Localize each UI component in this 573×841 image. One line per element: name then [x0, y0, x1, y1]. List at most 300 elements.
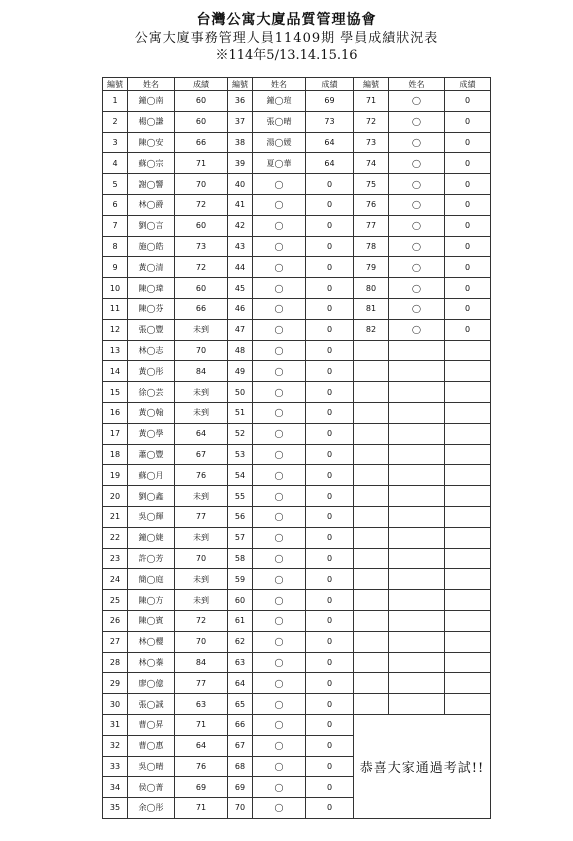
student-score: 0	[306, 735, 354, 756]
student-name: 林◯櫻	[128, 631, 175, 652]
student-score: 64	[306, 132, 354, 153]
student-number: 67	[228, 735, 253, 756]
student-score: 0	[306, 631, 354, 652]
empty-cell	[389, 631, 445, 652]
student-number: 12	[103, 319, 128, 340]
student-number: 82	[354, 319, 389, 340]
student-name: 鐘◯南	[128, 91, 175, 112]
student-name: ◯	[253, 631, 306, 652]
student-number: 52	[228, 423, 253, 444]
student-score: 77	[175, 673, 228, 694]
student-name: ◯	[253, 673, 306, 694]
column-header: 編號	[228, 78, 253, 91]
student-name: 廖◯億	[128, 673, 175, 694]
student-name: 林◯志	[128, 340, 175, 361]
student-name: 余◯彤	[128, 798, 175, 819]
table-row	[103, 111, 491, 132]
empty-cell	[445, 465, 491, 486]
student-number: 10	[103, 278, 128, 299]
student-number: 18	[103, 444, 128, 465]
student-score: 0	[306, 548, 354, 569]
student-name: ◯	[389, 215, 445, 236]
student-name: 劉◯言	[128, 215, 175, 236]
student-score: 70	[175, 631, 228, 652]
student-score: 84	[175, 361, 228, 382]
empty-cell	[389, 694, 445, 715]
student-name: 許◯芳	[128, 548, 175, 569]
student-number: 42	[228, 215, 253, 236]
student-score: 0	[306, 236, 354, 257]
student-score: 72	[175, 257, 228, 278]
student-name: ◯	[389, 257, 445, 278]
student-number: 63	[228, 652, 253, 673]
student-number: 32	[103, 735, 128, 756]
student-name: 鐘◯婕	[128, 527, 175, 548]
student-name: 黃◯翰	[128, 402, 175, 423]
table-row	[103, 465, 491, 486]
student-number: 71	[354, 91, 389, 112]
student-name: 謝◯響	[128, 174, 175, 195]
student-score: 0	[306, 444, 354, 465]
student-name: ◯	[389, 91, 445, 112]
student-score: 69	[175, 777, 228, 798]
student-number: 17	[103, 423, 128, 444]
empty-cell	[389, 402, 445, 423]
student-name: ◯	[253, 798, 306, 819]
empty-cell	[445, 610, 491, 631]
document-title: 台灣公寓大廈品質管理協會	[196, 12, 377, 28]
congratulations-message: 恭喜大家通過考試!!	[354, 714, 491, 818]
empty-cell	[389, 340, 445, 361]
student-name: 張◯晴	[253, 111, 306, 132]
student-name: ◯	[253, 610, 306, 631]
student-number: 58	[228, 548, 253, 569]
table-row	[103, 527, 491, 548]
student-score: 0	[306, 382, 354, 403]
student-name: ◯	[253, 402, 306, 423]
student-name: 楊◯謙	[128, 111, 175, 132]
student-score: 0	[445, 236, 491, 257]
empty-cell	[445, 486, 491, 507]
student-number: 53	[228, 444, 253, 465]
table-row	[103, 569, 491, 590]
column-header: 成績	[306, 78, 354, 91]
empty-cell	[445, 506, 491, 527]
student-score: 77	[175, 506, 228, 527]
empty-cell	[354, 694, 389, 715]
student-number: 7	[103, 215, 128, 236]
table-row	[103, 236, 491, 257]
student-score: 0	[306, 174, 354, 195]
empty-cell	[389, 465, 445, 486]
empty-cell	[445, 652, 491, 673]
student-number: 73	[354, 132, 389, 153]
table-row	[103, 153, 491, 174]
student-score: 64	[175, 735, 228, 756]
student-name: ◯	[253, 569, 306, 590]
student-score: 0	[306, 506, 354, 527]
student-score: 0	[306, 298, 354, 319]
empty-cell	[389, 423, 445, 444]
student-score: 0	[306, 257, 354, 278]
student-number: 3	[103, 132, 128, 153]
table-row	[103, 278, 491, 299]
student-score: 0	[306, 694, 354, 715]
student-number: 23	[103, 548, 128, 569]
student-score: 0	[445, 257, 491, 278]
student-name: 簡◯庭	[128, 569, 175, 590]
student-name: ◯	[253, 215, 306, 236]
empty-cell	[389, 652, 445, 673]
student-score: 67	[175, 444, 228, 465]
student-score: 64	[175, 423, 228, 444]
student-name: 蘇◯月	[128, 465, 175, 486]
student-name: 曹◯惠	[128, 735, 175, 756]
student-number: 33	[103, 756, 128, 777]
student-number: 14	[103, 361, 128, 382]
student-name: ◯	[389, 236, 445, 257]
student-name: ◯	[253, 486, 306, 507]
table-row	[103, 714, 491, 735]
student-score: 0	[306, 798, 354, 819]
student-score: 未到	[175, 486, 228, 507]
student-name: 陳◯芬	[128, 298, 175, 319]
student-name: 陳◯賓	[128, 610, 175, 631]
empty-cell	[354, 569, 389, 590]
student-number: 29	[103, 673, 128, 694]
table-row	[103, 298, 491, 319]
empty-cell	[445, 423, 491, 444]
student-name: ◯	[253, 652, 306, 673]
student-score: 84	[175, 652, 228, 673]
table-row	[103, 486, 491, 507]
student-name: ◯	[253, 714, 306, 735]
table-row	[103, 257, 491, 278]
student-score: 0	[306, 610, 354, 631]
student-score: 60	[175, 91, 228, 112]
empty-cell	[354, 340, 389, 361]
student-score: 71	[175, 798, 228, 819]
column-header: 姓名	[389, 78, 445, 91]
student-score: 0	[306, 361, 354, 382]
student-name: ◯	[253, 506, 306, 527]
student-name: ◯	[253, 465, 306, 486]
student-score: 72	[175, 610, 228, 631]
student-name: ◯	[253, 298, 306, 319]
student-score: 66	[175, 298, 228, 319]
empty-cell	[389, 527, 445, 548]
student-name: ◯	[253, 590, 306, 611]
empty-cell	[445, 444, 491, 465]
student-score: 0	[306, 402, 354, 423]
table-row	[103, 340, 491, 361]
table-row	[103, 423, 491, 444]
empty-cell	[445, 590, 491, 611]
student-name: ◯	[253, 236, 306, 257]
student-number: 51	[228, 402, 253, 423]
student-number: 40	[228, 174, 253, 195]
column-header: 編號	[103, 78, 128, 91]
student-name: ◯	[253, 340, 306, 361]
student-name: 侯◯菁	[128, 777, 175, 798]
empty-cell	[389, 382, 445, 403]
student-number: 6	[103, 194, 128, 215]
table-row	[103, 402, 491, 423]
empty-cell	[389, 361, 445, 382]
empty-cell	[354, 652, 389, 673]
table-row	[103, 631, 491, 652]
table-row	[103, 610, 491, 631]
empty-cell	[445, 382, 491, 403]
student-name: ◯	[389, 153, 445, 174]
empty-cell	[389, 569, 445, 590]
table-row	[103, 174, 491, 195]
student-number: 77	[354, 215, 389, 236]
empty-cell	[389, 590, 445, 611]
student-score: 0	[445, 298, 491, 319]
student-number: 19	[103, 465, 128, 486]
student-number: 5	[103, 174, 128, 195]
student-number: 16	[103, 402, 128, 423]
student-number: 25	[103, 590, 128, 611]
student-score: 0	[306, 423, 354, 444]
student-name: 湯◯媛	[253, 132, 306, 153]
empty-cell	[445, 527, 491, 548]
empty-cell	[389, 673, 445, 694]
empty-cell	[354, 610, 389, 631]
student-number: 37	[228, 111, 253, 132]
student-number: 72	[354, 111, 389, 132]
student-name: 吳◯輝	[128, 506, 175, 527]
student-score: 0	[445, 215, 491, 236]
table-row	[103, 694, 491, 715]
student-number: 11	[103, 298, 128, 319]
student-name: 張◯誠	[128, 694, 175, 715]
table-row	[103, 548, 491, 569]
student-score: 72	[175, 194, 228, 215]
student-number: 68	[228, 756, 253, 777]
student-number: 15	[103, 382, 128, 403]
student-score: 71	[175, 153, 228, 174]
student-number: 46	[228, 298, 253, 319]
student-number: 79	[354, 257, 389, 278]
student-name: ◯	[389, 319, 445, 340]
table-header-row	[103, 78, 491, 91]
student-number: 81	[354, 298, 389, 319]
student-number: 4	[103, 153, 128, 174]
student-score: 0	[445, 132, 491, 153]
student-name: 劉◯鑫	[128, 486, 175, 507]
table-row	[103, 382, 491, 403]
student-number: 22	[103, 527, 128, 548]
student-score: 71	[175, 714, 228, 735]
student-score: 0	[306, 319, 354, 340]
document-subtitle: 公寓大廈事務管理人員11409期 學員成績狀況表	[134, 31, 439, 46]
student-score: 未到	[175, 319, 228, 340]
student-score: 70	[175, 340, 228, 361]
student-name: ◯	[389, 278, 445, 299]
table-row	[103, 652, 491, 673]
empty-cell	[445, 402, 491, 423]
student-number: 56	[228, 506, 253, 527]
student-name: ◯	[253, 257, 306, 278]
student-name: ◯	[253, 777, 306, 798]
student-name: ◯	[389, 132, 445, 153]
student-number: 44	[228, 257, 253, 278]
student-score: 0	[445, 153, 491, 174]
empty-cell	[354, 527, 389, 548]
student-score: 60	[175, 111, 228, 132]
empty-cell	[354, 444, 389, 465]
student-number: 74	[354, 153, 389, 174]
empty-cell	[389, 610, 445, 631]
empty-cell	[389, 486, 445, 507]
student-score: 0	[306, 590, 354, 611]
column-header: 成績	[175, 78, 228, 91]
empty-cell	[445, 361, 491, 382]
student-score: 0	[306, 569, 354, 590]
student-score: 76	[175, 465, 228, 486]
table-row	[103, 361, 491, 382]
student-number: 64	[228, 673, 253, 694]
student-score: 0	[445, 194, 491, 215]
student-number: 31	[103, 714, 128, 735]
student-number: 78	[354, 236, 389, 257]
empty-cell	[354, 506, 389, 527]
student-score: 0	[445, 319, 491, 340]
empty-cell	[445, 548, 491, 569]
student-name: ◯	[253, 527, 306, 548]
student-score: 64	[306, 153, 354, 174]
student-number: 27	[103, 631, 128, 652]
student-score: 未到	[175, 527, 228, 548]
empty-cell	[354, 361, 389, 382]
student-name: 林◯爵	[128, 194, 175, 215]
student-number: 39	[228, 153, 253, 174]
empty-cell	[445, 673, 491, 694]
student-score: 0	[306, 194, 354, 215]
table-row	[103, 215, 491, 236]
student-number: 47	[228, 319, 253, 340]
table-row	[103, 506, 491, 527]
student-number: 55	[228, 486, 253, 507]
empty-cell	[354, 590, 389, 611]
empty-cell	[354, 548, 389, 569]
student-number: 21	[103, 506, 128, 527]
empty-cell	[354, 631, 389, 652]
student-number: 49	[228, 361, 253, 382]
student-name: ◯	[253, 694, 306, 715]
student-score: 0	[306, 486, 354, 507]
student-number: 48	[228, 340, 253, 361]
empty-cell	[445, 340, 491, 361]
student-name: 黃◯學	[128, 423, 175, 444]
student-name: 施◯皓	[128, 236, 175, 257]
empty-cell	[389, 444, 445, 465]
student-score: 73	[306, 111, 354, 132]
student-score: 0	[306, 777, 354, 798]
student-number: 2	[103, 111, 128, 132]
student-number: 60	[228, 590, 253, 611]
student-name: 吳◯晴	[128, 756, 175, 777]
empty-cell	[354, 465, 389, 486]
column-header: 成績	[445, 78, 491, 91]
student-score: 0	[306, 756, 354, 777]
table-row	[103, 91, 491, 112]
student-name: ◯	[253, 423, 306, 444]
student-name: 黃◯彤	[128, 361, 175, 382]
student-name: 黃◯清	[128, 257, 175, 278]
student-score: 0	[306, 340, 354, 361]
student-name: 鐘◯瑄	[253, 91, 306, 112]
student-score: 70	[175, 548, 228, 569]
student-name: ◯	[389, 111, 445, 132]
student-score: 73	[175, 236, 228, 257]
empty-cell	[389, 548, 445, 569]
student-score: 0	[306, 652, 354, 673]
student-number: 20	[103, 486, 128, 507]
student-score: 0	[445, 174, 491, 195]
student-score: 0	[306, 673, 354, 694]
student-score: 69	[306, 91, 354, 112]
student-number: 69	[228, 777, 253, 798]
student-number: 28	[103, 652, 128, 673]
student-score: 63	[175, 694, 228, 715]
student-name: 陳◯安	[128, 132, 175, 153]
empty-cell	[354, 423, 389, 444]
student-score: 未到	[175, 402, 228, 423]
empty-cell	[354, 486, 389, 507]
student-name: ◯	[253, 735, 306, 756]
student-number: 8	[103, 236, 128, 257]
student-number: 36	[228, 91, 253, 112]
student-name: 陳◯方	[128, 590, 175, 611]
table-row	[103, 319, 491, 340]
student-number: 80	[354, 278, 389, 299]
student-score: 未到	[175, 382, 228, 403]
table-row	[103, 673, 491, 694]
student-name: ◯	[253, 548, 306, 569]
student-score: 76	[175, 756, 228, 777]
student-number: 24	[103, 569, 128, 590]
student-name: ◯	[253, 278, 306, 299]
student-number: 1	[103, 91, 128, 112]
student-name: ◯	[253, 319, 306, 340]
empty-cell	[445, 631, 491, 652]
student-name: 蕭◯豐	[128, 444, 175, 465]
student-name: 林◯蓁	[128, 652, 175, 673]
student-number: 34	[103, 777, 128, 798]
empty-cell	[354, 382, 389, 403]
student-number: 57	[228, 527, 253, 548]
student-number: 59	[228, 569, 253, 590]
student-score: 70	[175, 174, 228, 195]
student-number: 38	[228, 132, 253, 153]
column-header: 姓名	[253, 78, 306, 91]
student-name: ◯	[389, 194, 445, 215]
student-number: 65	[228, 694, 253, 715]
student-score: 0	[306, 278, 354, 299]
student-score: 60	[175, 215, 228, 236]
student-number: 43	[228, 236, 253, 257]
student-number: 26	[103, 610, 128, 631]
student-score: 0	[306, 465, 354, 486]
student-number: 75	[354, 174, 389, 195]
student-number: 30	[103, 694, 128, 715]
empty-cell	[445, 569, 491, 590]
student-name: ◯	[253, 444, 306, 465]
table-row	[103, 590, 491, 611]
